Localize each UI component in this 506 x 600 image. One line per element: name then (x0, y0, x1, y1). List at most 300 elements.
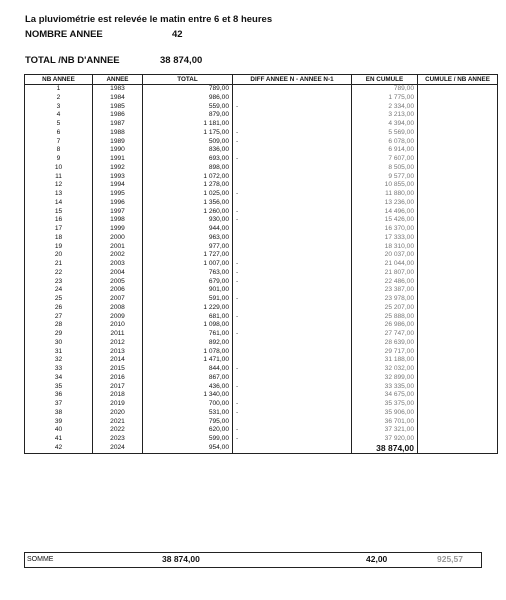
row-number-cell: 26 (25, 304, 93, 313)
row-number-cell: 7 (25, 138, 93, 147)
total-cell: 1 229,00 (143, 304, 233, 313)
row-number-cell: 19 (25, 243, 93, 252)
cumul-avg-cell (418, 269, 498, 278)
diff-cell: - (233, 216, 352, 225)
diff-cell: - (233, 155, 352, 164)
table-row (25, 365, 498, 374)
row-number-cell: 39 (25, 418, 93, 427)
year-cell: 2004 (93, 269, 143, 278)
cumul-cell: 11 880,00 (352, 190, 418, 199)
total-cell: 795,00 (143, 418, 233, 427)
table-row (25, 313, 498, 322)
year-cell: 2008 (93, 304, 143, 313)
cumul-avg-cell (418, 374, 498, 383)
table-row (25, 208, 498, 217)
cumul-avg-cell (418, 444, 498, 453)
total-cell: 679,00 (143, 278, 233, 287)
summary-average: 925,57 (437, 554, 463, 564)
total-cell: 898,00 (143, 164, 233, 173)
col-header-diff: DIFF ANNEE N - ANNEE N-1 (233, 75, 352, 85)
table-row (25, 418, 498, 427)
total-cell: 1 078,00 (143, 348, 233, 357)
table-row (25, 426, 498, 435)
table-header-row (25, 75, 498, 85)
diff-cell (233, 286, 352, 295)
row-number-cell: 34 (25, 374, 93, 383)
table-row (25, 155, 498, 164)
cumul-avg-cell (418, 304, 498, 313)
cumul-avg-cell (418, 155, 498, 164)
diff-cell (233, 321, 352, 330)
cumul-avg-cell (418, 313, 498, 322)
year-cell: 1988 (93, 129, 143, 138)
total-cell: 954,00 (143, 444, 233, 453)
total-cell: 901,00 (143, 286, 233, 295)
diff-cell (233, 444, 352, 453)
col-header-nb-annee: NB ANNEE (25, 75, 93, 85)
cumul-avg-cell (418, 129, 498, 138)
cumul-avg-cell (418, 391, 498, 400)
table-row (25, 374, 498, 383)
cumul-cell: 29 717,00 (352, 348, 418, 357)
diff-cell: - (233, 383, 352, 392)
cumul-avg-cell (418, 426, 498, 435)
table-row (25, 94, 498, 103)
row-number-cell: 36 (25, 391, 93, 400)
table-row (25, 348, 498, 357)
cumul-cell: 17 333,00 (352, 234, 418, 243)
cumul-avg-cell (418, 208, 498, 217)
table-row (25, 199, 498, 208)
cumul-avg-cell (418, 216, 498, 225)
total-cell: 591,00 (143, 295, 233, 304)
diff-cell (233, 304, 352, 313)
cumul-avg-cell (418, 409, 498, 418)
col-header-cumul-avg: CUMULE / NB ANNEE (418, 75, 498, 85)
year-cell: 2005 (93, 278, 143, 287)
table-row (25, 129, 498, 138)
cumul-avg-cell (418, 278, 498, 287)
cumul-cell: 8 505,00 (352, 164, 418, 173)
table-row (25, 260, 498, 269)
row-number-cell: 29 (25, 330, 93, 339)
cumul-cell: 37 321,00 (352, 426, 418, 435)
rainfall-table (24, 74, 498, 454)
diff-cell: - (233, 295, 352, 304)
table-row (25, 216, 498, 225)
total-cell: 509,00 (143, 138, 233, 147)
cumul-cell: 31 188,00 (352, 356, 418, 365)
table-row (25, 400, 498, 409)
diff-cell (233, 339, 352, 348)
total-cell: 930,00 (143, 216, 233, 225)
year-cell: 1986 (93, 111, 143, 120)
cumul-cell: 10 855,00 (352, 181, 418, 190)
cumul-cell: 1 775,00 (352, 94, 418, 103)
row-number-cell: 21 (25, 260, 93, 269)
total-cell: 559,00 (143, 103, 233, 112)
year-cell: 1997 (93, 208, 143, 217)
row-number-cell: 28 (25, 321, 93, 330)
diff-cell (233, 199, 352, 208)
total-cell: 1 471,00 (143, 356, 233, 365)
total-cell: 879,00 (143, 111, 233, 120)
row-number-cell: 32 (25, 356, 93, 365)
table-row (25, 251, 498, 260)
cumul-avg-cell (418, 146, 498, 155)
table-row (25, 409, 498, 418)
cumul-cell: 26 986,00 (352, 321, 418, 330)
col-header-total: TOTAL (143, 75, 233, 85)
cumul-cell: 4 394,00 (352, 120, 418, 129)
table-row (25, 164, 498, 173)
total-cell: 944,00 (143, 225, 233, 234)
cumul-avg-cell (418, 365, 498, 374)
total-per-year-value: 38 874,00 (160, 55, 203, 66)
cumul-avg-cell (418, 199, 498, 208)
cumul-cell: 25 888,00 (352, 313, 418, 322)
cumul-cell: 7 607,00 (352, 155, 418, 164)
cumul-avg-cell (418, 286, 498, 295)
year-cell: 2003 (93, 260, 143, 269)
year-cell: 1993 (93, 173, 143, 182)
table-row (25, 269, 498, 278)
diff-cell (233, 251, 352, 260)
cumul-cell: 13 236,00 (352, 199, 418, 208)
diff-cell (233, 234, 352, 243)
total-cell: 436,00 (143, 383, 233, 392)
col-header-annee: ANNEE (93, 75, 143, 85)
diff-cell (233, 391, 352, 400)
cumul-cell: 25 207,00 (352, 304, 418, 313)
table-row (25, 173, 498, 182)
row-number-cell: 10 (25, 164, 93, 173)
diff-cell: - (233, 365, 352, 374)
row-number-cell: 6 (25, 129, 93, 138)
cumul-cell: 16 370,00 (352, 225, 418, 234)
total-cell: 1 181,00 (143, 120, 233, 129)
table-row (25, 321, 498, 330)
row-number-cell: 3 (25, 103, 93, 112)
row-number-cell: 41 (25, 435, 93, 444)
cumul-avg-cell (418, 435, 498, 444)
year-cell: 2002 (93, 251, 143, 260)
col-header-cumul: EN CUMULE (352, 75, 418, 85)
diff-cell: - (233, 426, 352, 435)
cumul-avg-cell (418, 251, 498, 260)
table-row (25, 111, 498, 120)
row-number-cell: 2 (25, 94, 93, 103)
summary-count: 42,00 (366, 554, 388, 564)
row-number-cell: 23 (25, 278, 93, 287)
cumul-avg-cell (418, 85, 498, 94)
total-cell: 1 098,00 (143, 321, 233, 330)
year-cell: 1999 (93, 225, 143, 234)
summary-total: 38 874,00 (162, 554, 200, 564)
year-cell: 2011 (93, 330, 143, 339)
cumul-cell: 35 375,00 (352, 400, 418, 409)
cumul-cell: 9 577,00 (352, 173, 418, 182)
year-cell: 1987 (93, 120, 143, 129)
cumul-avg-cell (418, 356, 498, 365)
table-row (25, 103, 498, 112)
table-row (25, 383, 498, 392)
year-cell: 2023 (93, 435, 143, 444)
year-cell: 1990 (93, 146, 143, 155)
total-cell: 761,00 (143, 330, 233, 339)
table-row (25, 295, 498, 304)
table-row (25, 391, 498, 400)
cumul-avg-cell (418, 111, 498, 120)
cumul-avg-cell (418, 400, 498, 409)
cumul-avg-cell (418, 330, 498, 339)
total-cell: 700,00 (143, 400, 233, 409)
total-cell: 1 340,00 (143, 391, 233, 400)
diff-cell (233, 243, 352, 252)
total-cell: 963,00 (143, 234, 233, 243)
cumul-avg-cell (418, 321, 498, 330)
year-cell: 1989 (93, 138, 143, 147)
cumul-avg-cell (418, 138, 498, 147)
year-cell: 1985 (93, 103, 143, 112)
diff-cell (233, 173, 352, 182)
cumul-cell: 14 496,00 (352, 208, 418, 217)
year-cell: 2020 (93, 409, 143, 418)
cumul-cell: 23 978,00 (352, 295, 418, 304)
total-cell: 1 260,00 (143, 208, 233, 217)
cumul-cell: 38 874,00 (352, 444, 418, 453)
table-row (25, 138, 498, 147)
diff-cell: - (233, 190, 352, 199)
total-cell: 531,00 (143, 409, 233, 418)
total-cell: 1 025,00 (143, 190, 233, 199)
diff-cell (233, 374, 352, 383)
total-cell: 892,00 (143, 339, 233, 348)
cumul-cell: 789,00 (352, 85, 418, 94)
cumul-avg-cell (418, 225, 498, 234)
cumul-cell: 32 032,00 (352, 365, 418, 374)
row-number-cell: 9 (25, 155, 93, 164)
page-title: La pluviométrie est relevée le matin entre 6 et 8 heures (25, 14, 273, 25)
table-row (25, 243, 498, 252)
year-cell: 2016 (93, 374, 143, 383)
total-cell: 836,00 (143, 146, 233, 155)
cumul-cell: 36 701,00 (352, 418, 418, 427)
table-row (25, 85, 498, 94)
year-cell: 2018 (93, 391, 143, 400)
total-cell: 1 072,00 (143, 173, 233, 182)
row-number-cell: 40 (25, 426, 93, 435)
row-number-cell: 35 (25, 383, 93, 392)
table-row (25, 181, 498, 190)
total-cell: 693,00 (143, 155, 233, 164)
total-cell: 1 175,00 (143, 129, 233, 138)
row-number-cell: 18 (25, 234, 93, 243)
row-number-cell: 8 (25, 146, 93, 155)
year-cell: 1994 (93, 181, 143, 190)
diff-cell: - (233, 129, 352, 138)
table-row (25, 225, 498, 234)
year-cell: 2009 (93, 313, 143, 322)
cumul-cell: 33 335,00 (352, 383, 418, 392)
total-cell: 1 356,00 (143, 199, 233, 208)
row-number-cell: 30 (25, 339, 93, 348)
cumul-avg-cell (418, 348, 498, 357)
cumul-cell: 18 310,00 (352, 243, 418, 252)
table-row (25, 444, 498, 453)
years-count-value: 42 (172, 29, 183, 40)
total-cell: 986,00 (143, 94, 233, 103)
row-number-cell: 13 (25, 190, 93, 199)
year-cell: 2010 (93, 321, 143, 330)
diff-cell (233, 356, 352, 365)
year-cell: 2000 (93, 234, 143, 243)
year-cell: 2024 (93, 444, 143, 453)
cumul-avg-cell (418, 260, 498, 269)
cumul-cell: 28 639,00 (352, 339, 418, 348)
diff-cell (233, 418, 352, 427)
row-number-cell: 37 (25, 400, 93, 409)
diff-cell: - (233, 409, 352, 418)
year-cell: 1984 (93, 94, 143, 103)
cumul-avg-cell (418, 190, 498, 199)
year-cell: 2013 (93, 348, 143, 357)
total-cell: 1 007,00 (143, 260, 233, 269)
year-cell: 2021 (93, 418, 143, 427)
cumul-cell: 22 486,00 (352, 278, 418, 287)
cumul-avg-cell (418, 383, 498, 392)
diff-cell (233, 94, 352, 103)
diff-cell: - (233, 400, 352, 409)
diff-cell (233, 348, 352, 357)
diff-cell: - (233, 313, 352, 322)
cumul-avg-cell (418, 234, 498, 243)
row-number-cell: 31 (25, 348, 93, 357)
diff-cell (233, 181, 352, 190)
diff-cell: - (233, 208, 352, 217)
table-row (25, 356, 498, 365)
cumul-cell: 15 426,00 (352, 216, 418, 225)
row-number-cell: 1 (25, 85, 93, 94)
cumul-cell: 2 334,00 (352, 103, 418, 112)
cumul-cell: 34 675,00 (352, 391, 418, 400)
diff-cell (233, 146, 352, 155)
year-cell: 1991 (93, 155, 143, 164)
total-cell: 977,00 (143, 243, 233, 252)
table-row (25, 330, 498, 339)
diff-cell: - (233, 269, 352, 278)
cumul-avg-cell (418, 103, 498, 112)
row-number-cell: 17 (25, 225, 93, 234)
row-number-cell: 42 (25, 444, 93, 453)
cumul-cell: 23 387,00 (352, 286, 418, 295)
diff-cell: - (233, 260, 352, 269)
diff-cell (233, 111, 352, 120)
year-cell: 1992 (93, 164, 143, 173)
summary-label: SOMME (27, 556, 54, 563)
row-number-cell: 12 (25, 181, 93, 190)
total-cell: 844,00 (143, 365, 233, 374)
diff-cell (233, 164, 352, 173)
total-cell: 763,00 (143, 269, 233, 278)
row-number-cell: 33 (25, 365, 93, 374)
year-cell: 2015 (93, 365, 143, 374)
year-cell: 1995 (93, 190, 143, 199)
cumul-cell: 21 044,00 (352, 260, 418, 269)
diff-cell: - (233, 138, 352, 147)
cumul-cell: 3 213,00 (352, 111, 418, 120)
diff-cell: - (233, 278, 352, 287)
diff-cell (233, 85, 352, 94)
year-cell: 1998 (93, 216, 143, 225)
total-cell: 1 727,00 (143, 251, 233, 260)
row-number-cell: 15 (25, 208, 93, 217)
year-cell: 2012 (93, 339, 143, 348)
row-number-cell: 22 (25, 269, 93, 278)
table-row (25, 304, 498, 313)
total-cell: 789,00 (143, 85, 233, 94)
cumul-avg-cell (418, 339, 498, 348)
year-cell: 2001 (93, 243, 143, 252)
cumul-avg-cell (418, 418, 498, 427)
cumul-cell: 32 899,00 (352, 374, 418, 383)
cumul-avg-cell (418, 120, 498, 129)
year-cell: 1983 (93, 85, 143, 94)
total-cell: 1 278,00 (143, 181, 233, 190)
total-cell: 867,00 (143, 374, 233, 383)
cumul-avg-cell (418, 164, 498, 173)
row-number-cell: 5 (25, 120, 93, 129)
cumul-cell: 6 078,00 (352, 138, 418, 147)
year-cell: 2006 (93, 286, 143, 295)
year-cell: 2007 (93, 295, 143, 304)
table-row (25, 286, 498, 295)
summary-row (24, 552, 482, 568)
diff-cell: - (233, 435, 352, 444)
table-row (25, 190, 498, 199)
cumul-avg-cell (418, 181, 498, 190)
year-cell: 2014 (93, 356, 143, 365)
table-row (25, 278, 498, 287)
row-number-cell: 20 (25, 251, 93, 260)
row-number-cell: 24 (25, 286, 93, 295)
row-number-cell: 16 (25, 216, 93, 225)
cumul-cell: 21 807,00 (352, 269, 418, 278)
diff-cell (233, 225, 352, 234)
row-number-cell: 4 (25, 111, 93, 120)
year-cell: 2019 (93, 400, 143, 409)
table-body (25, 85, 498, 454)
table-row (25, 435, 498, 444)
cumul-avg-cell (418, 243, 498, 252)
cumul-cell: 35 906,00 (352, 409, 418, 418)
cumul-avg-cell (418, 295, 498, 304)
row-number-cell: 11 (25, 173, 93, 182)
diff-cell: - (233, 103, 352, 112)
table-row (25, 339, 498, 348)
total-per-year-label: TOTAL /NB D'ANNEE (25, 55, 120, 66)
cumul-cell: 27 747,00 (352, 330, 418, 339)
year-cell: 2022 (93, 426, 143, 435)
cumul-cell: 37 920,00 (352, 435, 418, 444)
diff-cell: - (233, 330, 352, 339)
diff-cell (233, 120, 352, 129)
total-cell: 620,00 (143, 426, 233, 435)
cumul-avg-cell (418, 94, 498, 103)
row-number-cell: 25 (25, 295, 93, 304)
cumul-cell: 5 569,00 (352, 129, 418, 138)
year-cell: 1996 (93, 199, 143, 208)
